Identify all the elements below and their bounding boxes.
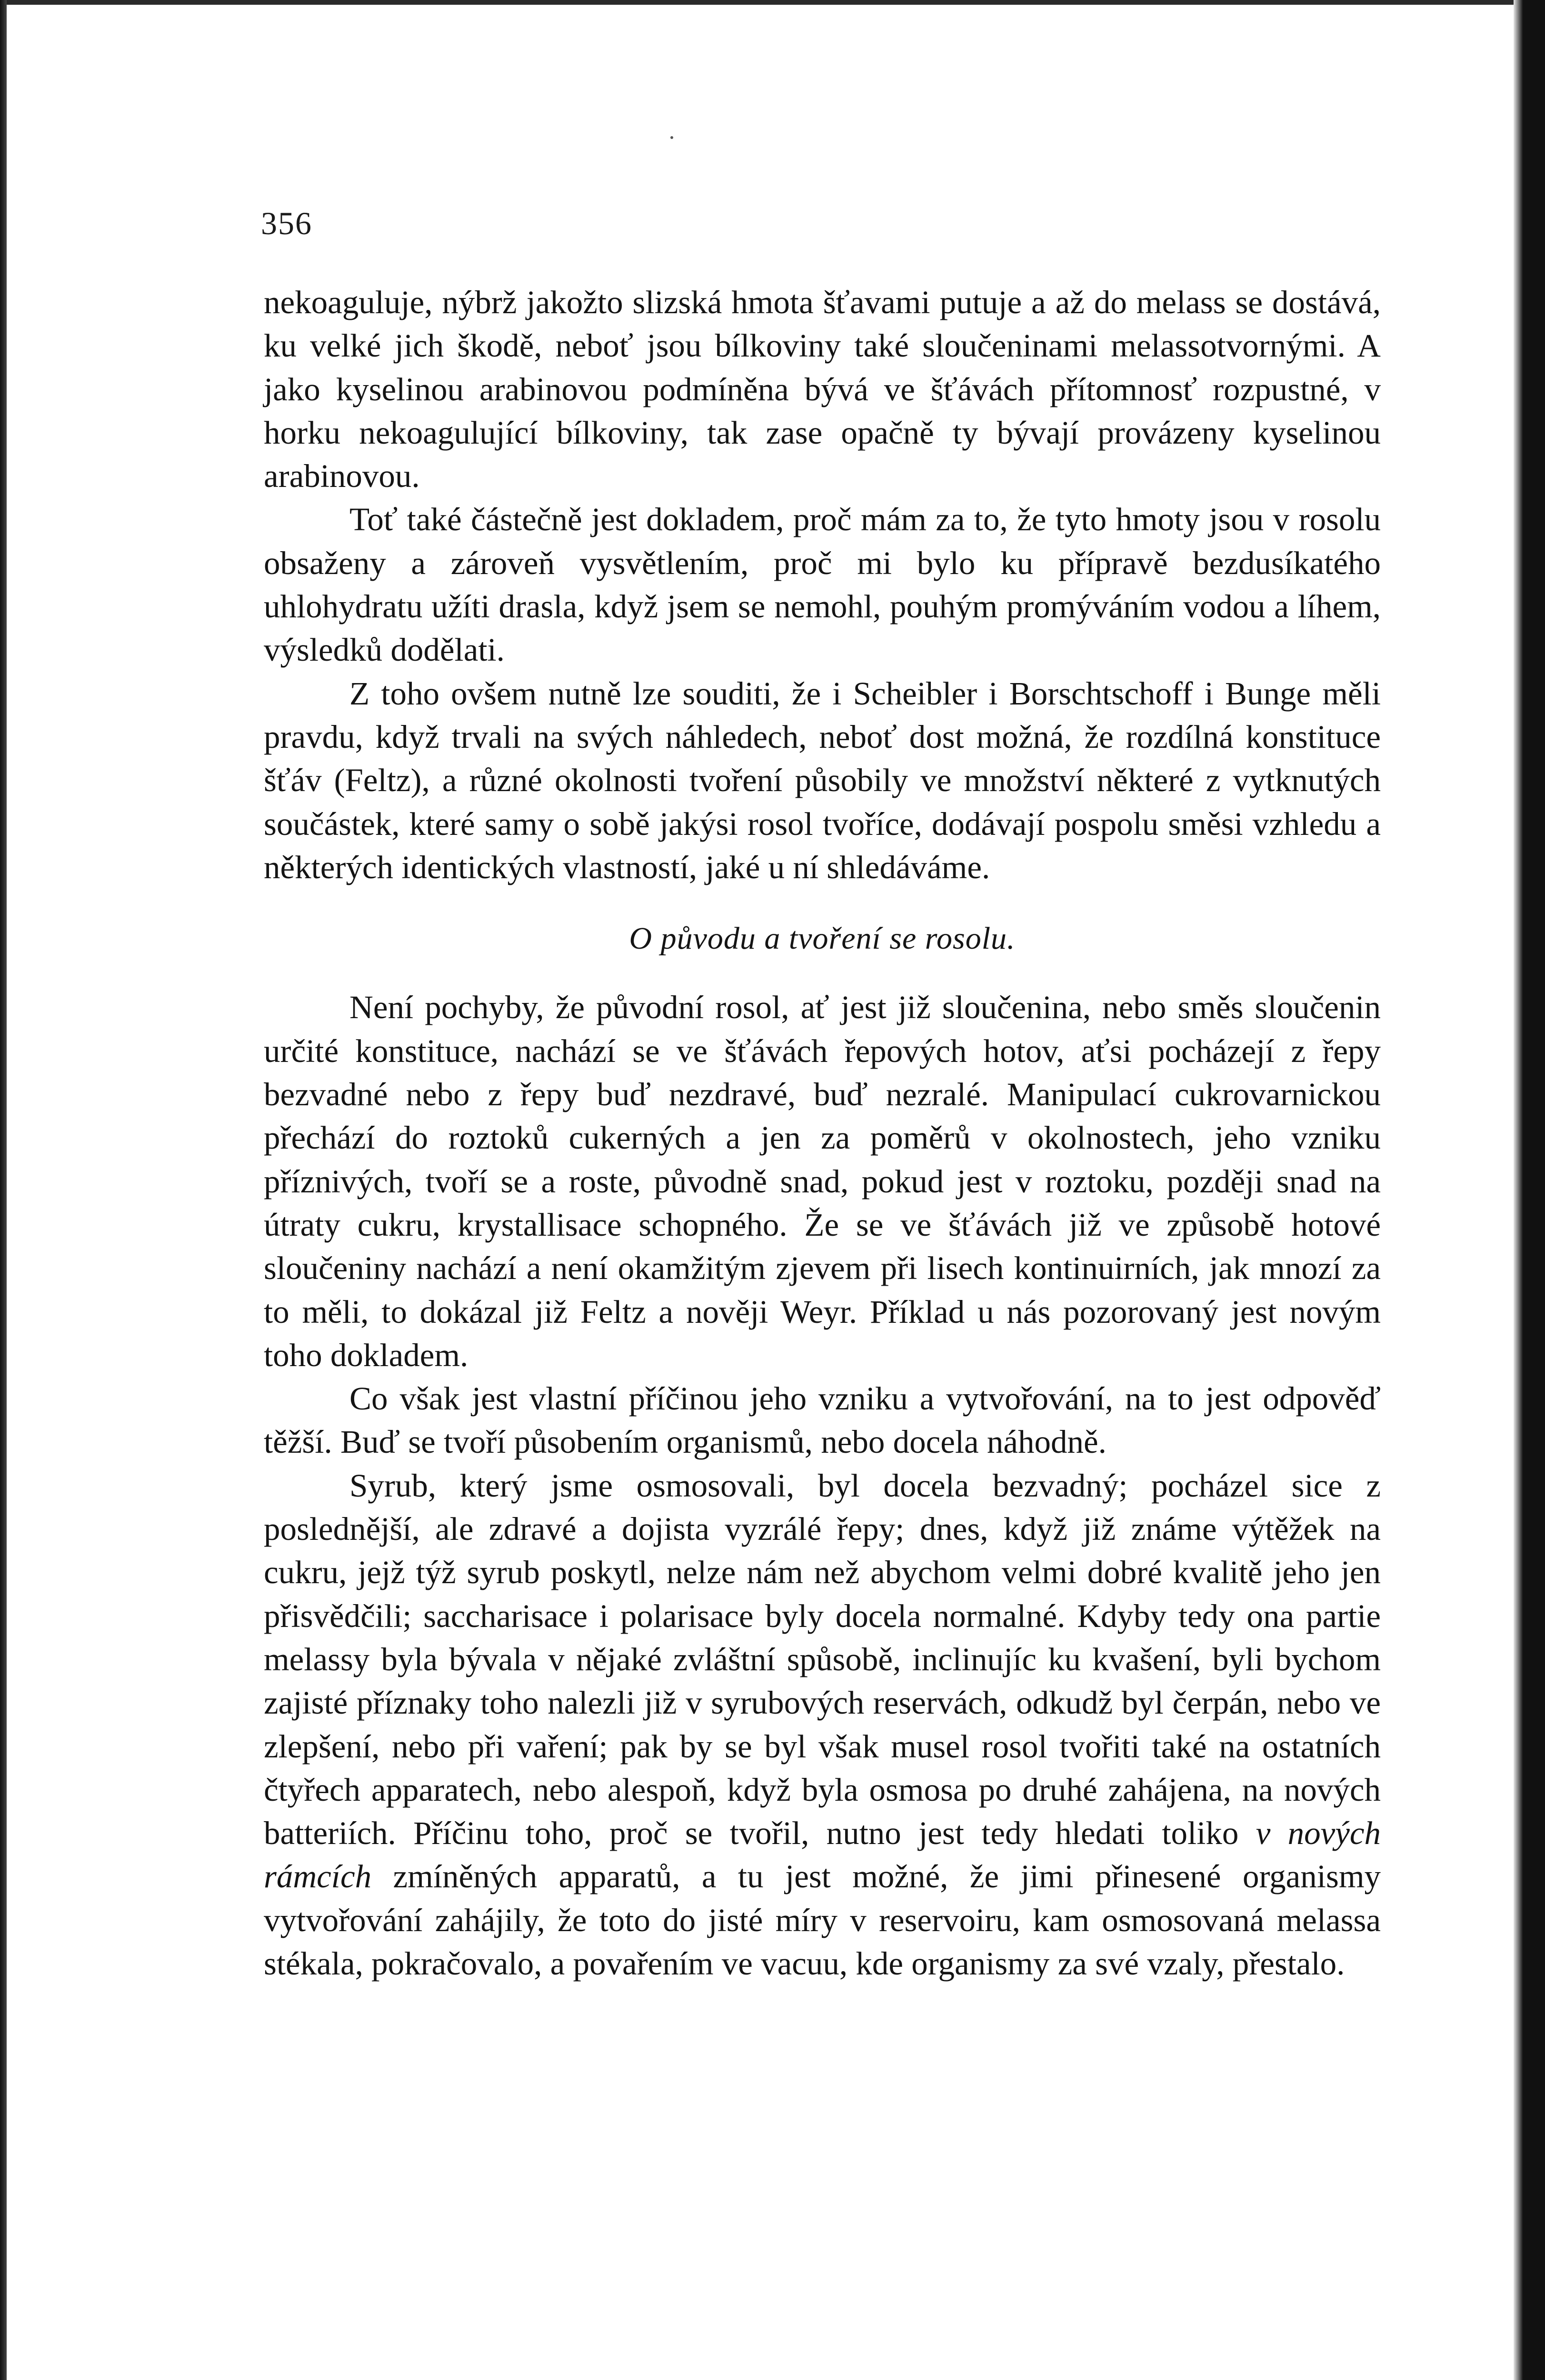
paragraph-6-italic: v nových rámcích — [264, 1815, 1381, 1895]
page-edge-left — [0, 0, 7, 2380]
paragraph-4: Není pochyby, že původní rosol, ať jest již sloučenina, nebo směs sloučenin určité konstituce, nachází se ve šťávách řepových hotov, aťsi pocházejí z řepy bezvadné nebo z řepy buď nezdravé, buď nezralé. Manipulací cukrovarnickou přechází do roztoků cukerných a jen za poměrů v okolnostech, jeho vzniku příznivých, tvoří se a roste, původně snad, pokud jest v roztoku, později snad na útraty cukru, krystallisace schopného. Že se ve šťávách již ve způsobě hotové sloučeniny nachází a není okamžitým zjevem při lisech kontinuirních, jak mnozí za to měli, to dokázal již Feltz a nověji Weyr. Příklad u nás pozorovaný jest novým toho dokladem. — [264, 989, 1381, 1373]
page-edge-right — [1514, 0, 1545, 2380]
page-number: 356 — [261, 205, 312, 241]
body-text — [264, 281, 1381, 1985]
print-speck — [670, 136, 673, 139]
paragraph-6 — [264, 1464, 1381, 1986]
section-heading: O původu a tvoření se rosolu. — [629, 921, 1016, 956]
paragraph-2: Toť také částečně jest dokladem, proč mám za to, že tyto hmoty jsou v rosolu obsaženy a zároveň vysvětlením, proč mi bylo ku přípravě bezdusíkatého uhlohydratu užíti drasla, když jsem se nemohl, pouhým promýváním vodou a líhem, výsledků dodělati. — [264, 501, 1381, 668]
paragraph-6-text-after: zmíněných apparatů, a tu jest možné, že jimi přinesené organismy vytvořování zahájily, že toto do jisté míry v reservoiru, kam osmosovaná melassa stékala, pokračovalo, a povařením ve vacuu, kde organismy za své vzaly, přestalo. — [264, 1858, 1381, 1982]
paragraph-1: nekoaguluje, nýbrž jakožto slizská hmota šťavami putuje a až do melass se dostává, ku velké jich škodě, neboť jsou bílkoviny také sloučeninami melassotvornými. A jako kyselinou arabinovou podmíněna bývá ve šťávách přítomnosť rozpustné, v horku nekoagulující bílkoviny, tak zase opačně ty bývají provázeny kyselinou arabinovou. — [264, 284, 1381, 495]
paragraph-6-text-before: Syrub, který jsme osmosovali, byl docela bezvadný; pocházel sice z poslednější, ale zdravé a dojista vyzrálé řepy; dnes, když již známe výtěžek na cukru, jejž týž syrub poskytl, nelze nám než abychom velmi dobré kvalitě jeho jen přisvědčili; saccharisace i polarisace byly docela normalné. Kdyby tedy ona partie melassy byla bývala v nějaké zvláštní spůsobě, inclinujíc ku kvašení, byli bychom zajisté příznaky toho nalezli již v syrubových reservách, odkudž byl čerpán, nebo ve zlepšení, nebo při vaření; pak by se byl však musel rosol tvořiti také na ostatních čtyřech apparatech, nebo alespoň, když byla osmosa po druhé zahájena, na nových batteriích. Příčinu toho, proč se tvořil, nutno jest tedy hledati toliko — [264, 1467, 1381, 1852]
book-page — [7, 5, 1514, 2380]
paragraph-5: Co však jest vlastní příčinou jeho vzniku a vytvořování, na to jest odpověď těžší. Buď se tvoří působením organismů, nebo docela náhodně. — [264, 1380, 1381, 1460]
paragraph-3: Z toho ovšem nutně lze souditi, že i Scheibler i Borschtschoff i Bunge měli pravdu, když trvali na svých náhledech, neboť dost možná, že rozdílná konstituce šťáv (Feltz), a různé okolnosti tvoření působily ve množství některé z vytknutých součástek, které samy o sobě jakýsi rosol tvoříce, dodávají pospolu směsi vzhledu a některých identických vlastností, jaké u ní shledáváme. — [264, 675, 1381, 885]
